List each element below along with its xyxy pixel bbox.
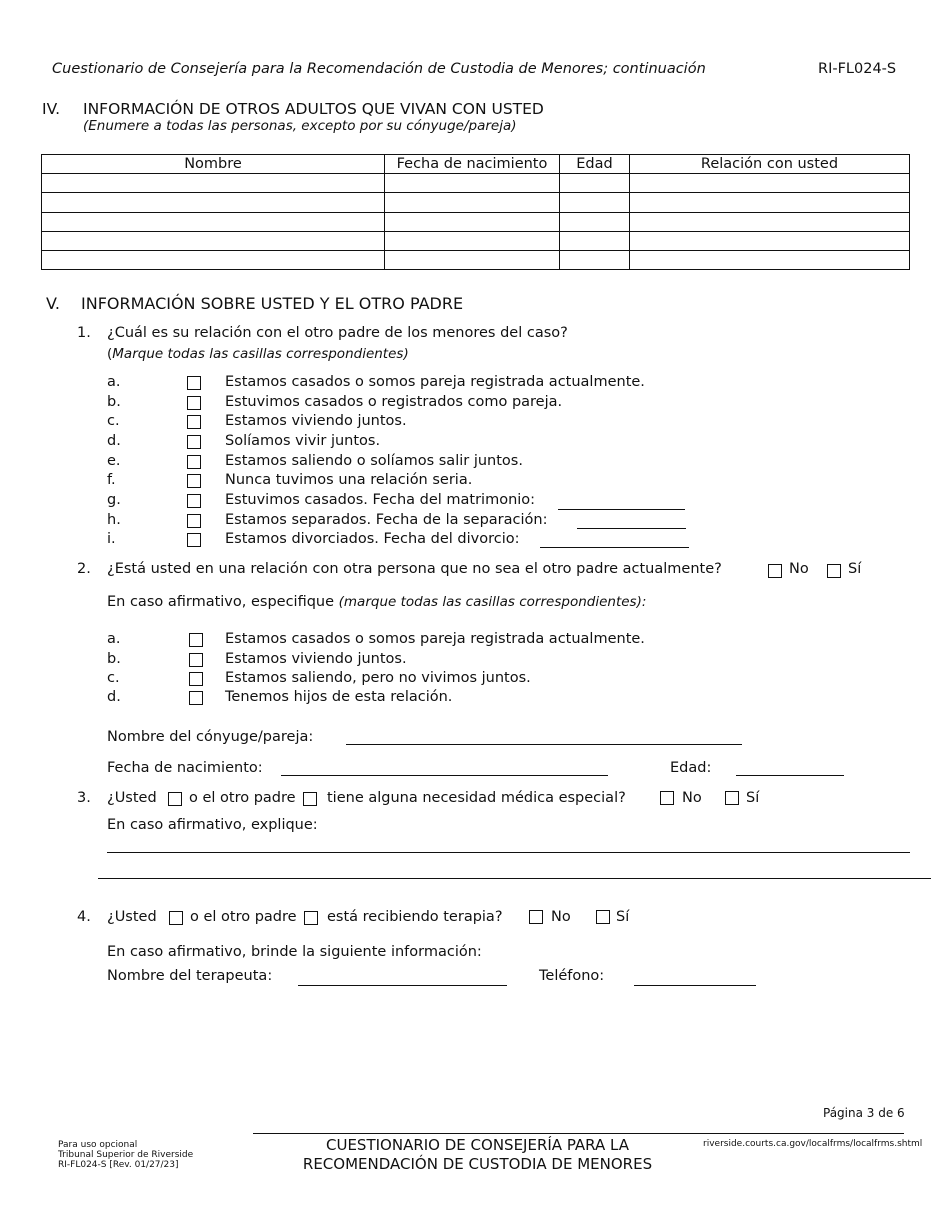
q3-no-checkbox[interactable] xyxy=(660,791,674,805)
col-header-relation: Relación con usted xyxy=(630,155,910,174)
q1-option-letter: e. xyxy=(107,453,121,469)
table-row xyxy=(42,231,910,250)
q3-number: 3. xyxy=(77,790,91,806)
spouse-name-label: Nombre del cónyuge/pareja: xyxy=(107,729,314,745)
phone-label: Teléfono: xyxy=(539,968,605,984)
form-code: RI-FL024-S xyxy=(818,61,897,77)
q3-you-checkbox[interactable] xyxy=(168,792,182,806)
q4-other-checkbox[interactable] xyxy=(304,911,318,925)
q1-option-letter: g. xyxy=(107,492,121,508)
q1-option-letter: c. xyxy=(107,413,120,429)
q1-option-letter: b. xyxy=(107,394,121,410)
cell-name[interactable] xyxy=(42,193,385,212)
q3-other-checkbox[interactable] xyxy=(303,792,317,806)
q1-option-letter: h. xyxy=(107,512,121,528)
q3-other-label: o el otro padre xyxy=(189,790,296,806)
cell-name[interactable] xyxy=(42,250,385,269)
section-5-title: INFORMACIÓN SOBRE USTED Y EL OTRO PADRE xyxy=(81,294,464,313)
q1-option-text: Nunca tuvimos una relación seria. xyxy=(225,472,473,488)
spouse-name-field[interactable] xyxy=(346,727,742,745)
q2-no-label: No xyxy=(789,561,809,577)
col-header-age: Edad xyxy=(560,155,630,174)
q3-explain-label: En caso afirmativo, explique: xyxy=(107,817,318,833)
cell-relation[interactable] xyxy=(630,212,910,231)
q2-option-d-checkbox[interactable] xyxy=(189,691,203,705)
footer-optional: Para uso opcional xyxy=(58,1140,138,1150)
cell-age[interactable] xyxy=(560,250,630,269)
header-title: Cuestionario de Consejería para la Recomendación de Custodia de Menores; continuación xyxy=(52,61,706,77)
section-4-number: IV. xyxy=(42,100,61,118)
q1-text: ¿Cuál es su relación con el otro padre de los menores del caso? xyxy=(107,325,568,341)
q3-no-label: No xyxy=(682,790,702,806)
cell-age[interactable] xyxy=(560,212,630,231)
q2-option-letter: a. xyxy=(107,631,121,647)
cell-dob[interactable] xyxy=(385,193,560,212)
separation-date-field[interactable] xyxy=(577,528,686,529)
divorce-date-field[interactable] xyxy=(540,547,689,548)
cell-age[interactable] xyxy=(560,231,630,250)
therapist-label: Nombre del terapeuta: xyxy=(107,968,273,984)
section-5-number: V. xyxy=(46,294,60,313)
footer-revision: RI-FL024-S [Rev. 01/27/23] xyxy=(58,1160,179,1170)
q1-option-i-checkbox[interactable] xyxy=(187,533,201,547)
table-row xyxy=(42,193,910,212)
page-number: Página 3 de 6 xyxy=(823,1106,905,1120)
table-row xyxy=(42,174,910,193)
q1-option-letter: d. xyxy=(107,433,121,449)
marriage-date-field[interactable] xyxy=(558,509,685,510)
q1-number: 1. xyxy=(77,325,91,341)
q1-option-text: Estuvimos casados o registrados como pareja. xyxy=(225,394,563,410)
q4-you-checkbox[interactable] xyxy=(169,911,183,925)
q2-option-text: Estamos saliendo, pero no vivimos juntos. xyxy=(225,670,531,686)
q4-no-checkbox[interactable] xyxy=(529,910,543,924)
q1-option-g-checkbox[interactable] xyxy=(187,494,201,508)
q3-you-label: ¿Usted xyxy=(107,790,157,806)
q1-option-text: Estamos casados o somos pareja registrada actualmente. xyxy=(225,374,645,390)
cell-age[interactable] xyxy=(560,174,630,193)
q4-you-label: ¿Usted xyxy=(107,909,157,925)
q2-option-a-checkbox[interactable] xyxy=(189,633,203,647)
q2-option-text: Tenemos hijos de esta relación. xyxy=(225,689,453,705)
q1-option-b-checkbox[interactable] xyxy=(187,396,201,410)
table-row xyxy=(42,250,910,269)
cell-dob[interactable] xyxy=(385,231,560,250)
q3-yes-checkbox[interactable] xyxy=(725,791,739,805)
q1-option-f-checkbox[interactable] xyxy=(187,474,201,488)
dob-field[interactable] xyxy=(281,758,608,776)
q3-explain-line-2[interactable] xyxy=(98,878,931,879)
col-header-name: Nombre xyxy=(42,155,385,174)
q1-option-text: Estamos divorciados. Fecha del divorcio: xyxy=(225,531,520,547)
q1-option-text: Estamos viviendo juntos. xyxy=(225,413,407,429)
footer-divider xyxy=(253,1133,904,1134)
q3-yes-label: Sí xyxy=(746,790,760,806)
table-row xyxy=(42,212,910,231)
cell-relation[interactable] xyxy=(630,174,910,193)
q2-option-text: Estamos viviendo juntos. xyxy=(225,651,407,667)
q2-option-c-checkbox[interactable] xyxy=(189,672,203,686)
q4-yes-checkbox[interactable] xyxy=(596,910,610,924)
cell-relation[interactable] xyxy=(630,231,910,250)
q4-number: 4. xyxy=(77,909,91,925)
q1-option-e-checkbox[interactable] xyxy=(187,455,201,469)
q2-option-letter: c. xyxy=(107,670,120,686)
q2-number: 2. xyxy=(77,561,91,577)
q2-option-letter: b. xyxy=(107,651,121,667)
cell-dob[interactable] xyxy=(385,212,560,231)
q1-option-text: Solíamos vivir juntos. xyxy=(225,433,381,449)
q2-option-text: Estamos casados o somos pareja registrada actualmente. xyxy=(225,631,645,647)
q2-specify: En caso afirmativo, especifique (marque todas las casillas correspondientes): xyxy=(107,594,647,610)
q1-option-letter: f. xyxy=(107,472,116,488)
cell-dob[interactable] xyxy=(385,174,560,193)
q2-yes-label: Sí xyxy=(848,561,862,577)
footer-url[interactable]: riverside.courts.ca.gov/localfrms/localfrms.shtml xyxy=(703,1139,923,1149)
q2-text: ¿Está usted en una relación con otra persona que no sea el otro padre actualmente? xyxy=(107,561,722,577)
therapist-name-field[interactable] xyxy=(298,985,507,986)
q1-note: (Marque todas las casillas correspondientes) xyxy=(107,346,409,362)
q2-no-checkbox[interactable] xyxy=(768,564,782,578)
footer-court: Tribunal Superior de Riverside xyxy=(58,1150,194,1160)
q4-no-label: No xyxy=(551,909,571,925)
adults-table xyxy=(41,154,910,270)
dob-label: Fecha de nacimiento: xyxy=(107,760,263,776)
q1-option-letter: a. xyxy=(107,374,121,390)
q2-yes-checkbox[interactable] xyxy=(827,564,841,578)
footer-title-line-2: RECOMENDACIÓN DE CUSTODIA DE MENORES xyxy=(302,1155,653,1173)
q1-option-d-checkbox[interactable] xyxy=(187,435,201,449)
table-header-row xyxy=(42,155,910,174)
footer-title-line-1: CUESTIONARIO DE CONSEJERÍA PARA LA xyxy=(326,1136,629,1154)
age-label: Edad: xyxy=(670,760,712,776)
q4-info-label: En caso afirmativo, brinde la siguiente información: xyxy=(107,944,482,960)
q1-option-h-checkbox[interactable] xyxy=(187,514,201,528)
q1-option-a-checkbox[interactable] xyxy=(187,376,201,390)
q2-option-b-checkbox[interactable] xyxy=(189,653,203,667)
q1-option-text: Estamos separados. Fecha de la separación: xyxy=(225,512,548,528)
cell-relation[interactable] xyxy=(630,250,910,269)
age-field[interactable] xyxy=(736,758,844,776)
cell-relation[interactable] xyxy=(630,193,910,212)
col-header-dob: Fecha de nacimiento xyxy=(385,155,560,174)
q3-text: tiene alguna necesidad médica especial? xyxy=(327,790,626,806)
cell-age[interactable] xyxy=(560,193,630,212)
q1-option-text: Estuvimos casados. Fecha del matrimonio: xyxy=(225,492,536,508)
cell-name[interactable] xyxy=(42,212,385,231)
cell-name[interactable] xyxy=(42,174,385,193)
section-4-title: INFORMACIÓN DE OTROS ADULTOS QUE VIVAN CON USTED xyxy=(83,100,544,118)
q4-other-label: o el otro padre xyxy=(190,909,297,925)
q1-option-c-checkbox[interactable] xyxy=(187,415,201,429)
q1-option-letter: i. xyxy=(107,531,116,547)
cell-dob[interactable] xyxy=(385,250,560,269)
q4-text: está recibiendo terapia? xyxy=(327,909,503,925)
q4-yes-label: Sí xyxy=(616,909,630,925)
q2-option-letter: d. xyxy=(107,689,121,705)
section-4-subtitle: (Enumere a todas las personas, excepto por su cónyuge/pareja) xyxy=(83,118,517,134)
q3-explain-line-1[interactable] xyxy=(107,852,910,853)
q1-option-text: Estamos saliendo o solíamos salir juntos. xyxy=(225,453,523,469)
phone-field[interactable] xyxy=(634,985,756,986)
cell-name[interactable] xyxy=(42,231,385,250)
